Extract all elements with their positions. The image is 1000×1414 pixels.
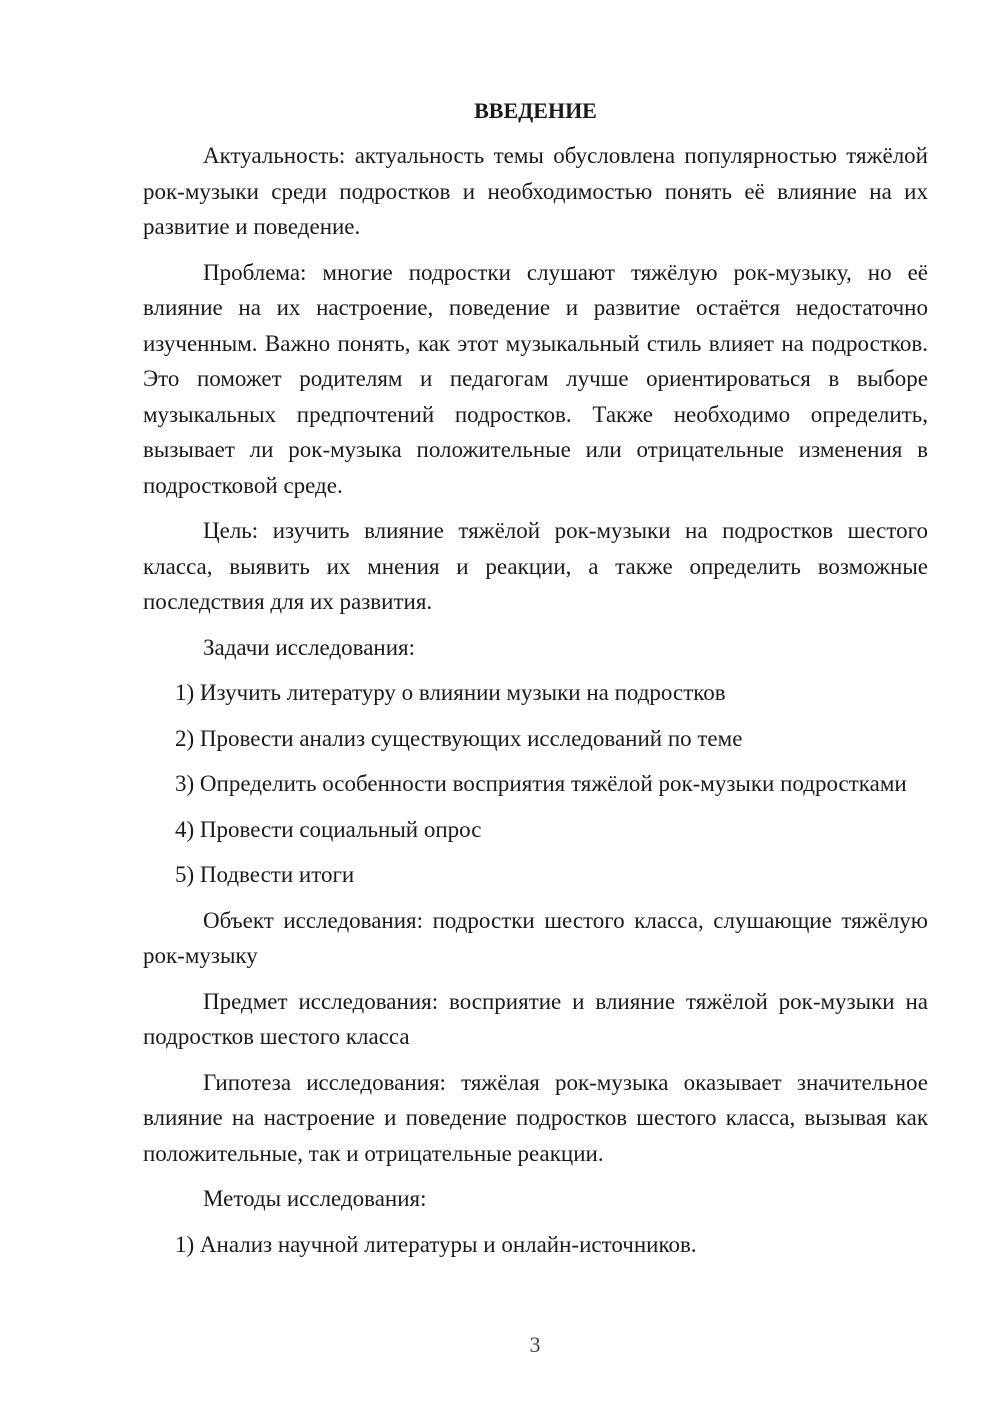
hypothesis-paragraph: Гипотеза исследования: тяжёлая рок-музыка оказывает значительное влияние на настроение и поведение подростков шестого класса, вызывая как положительные, так и отрицательные реакции. (143, 1069, 928, 1166)
relevance-paragraph: Актуальность: актуальность темы обусловлена популярностью тяжёлой рок-музыки среди подростков и необходимостью понять её влияние на их развитие и поведение. (143, 143, 928, 239)
task-item: 5) Подвести итоги (175, 862, 355, 887)
task-item: 3) Определить особенности восприятия тяжёлой рок-музыки подростками (175, 771, 907, 796)
page-number: 3 (529, 1332, 541, 1357)
problem-paragraph: Проблема: многие подростки слушают тяжёлую рок-музыку, но её влияние на их настроение, поведение и развитие остаётся недостаточно изученным. Важно понять, как этот музыкальный стиль влияет на подростков. Это поможет родителям и педагогам лучше ориентироваться в выборе музыкальных предпочтений подростков. Также необходимо определить, вызывает ли рок-музыка положительные или отрицательные изменения в подростковой среде. (143, 259, 928, 498)
task-item: 4) Провести социальный опрос (175, 816, 482, 842)
task-item: 2) Провести анализ существующих исследований по теме (175, 725, 743, 751)
object-paragraph: Объект исследования: подростки шестого класса, слушающие тяжёлую рок-музыку (143, 907, 928, 968)
goal-paragraph: Цель: изучить влияние тяжёлой рок-музыки на подростков шестого класса, выявить их мнения и реакции, а также определить возможные последствия для их развития. (143, 518, 928, 614)
methods-heading: Методы исследования: (203, 1186, 427, 1211)
document-page (143, 96, 928, 1272)
method-item: 1) Анализ научной литературы и онлайн-источников. (175, 1231, 697, 1257)
section-title: ВВЕДЕНИЕ (474, 98, 597, 123)
tasks-heading: Задачи исследования: (203, 634, 416, 660)
subject-paragraph: Предмет исследования: восприятие и влияние тяжёлой рок-музыки на подростков шестого класса (143, 988, 928, 1049)
task-item: 1) Изучить литературу о влиянии музыки на подростков (175, 680, 726, 705)
